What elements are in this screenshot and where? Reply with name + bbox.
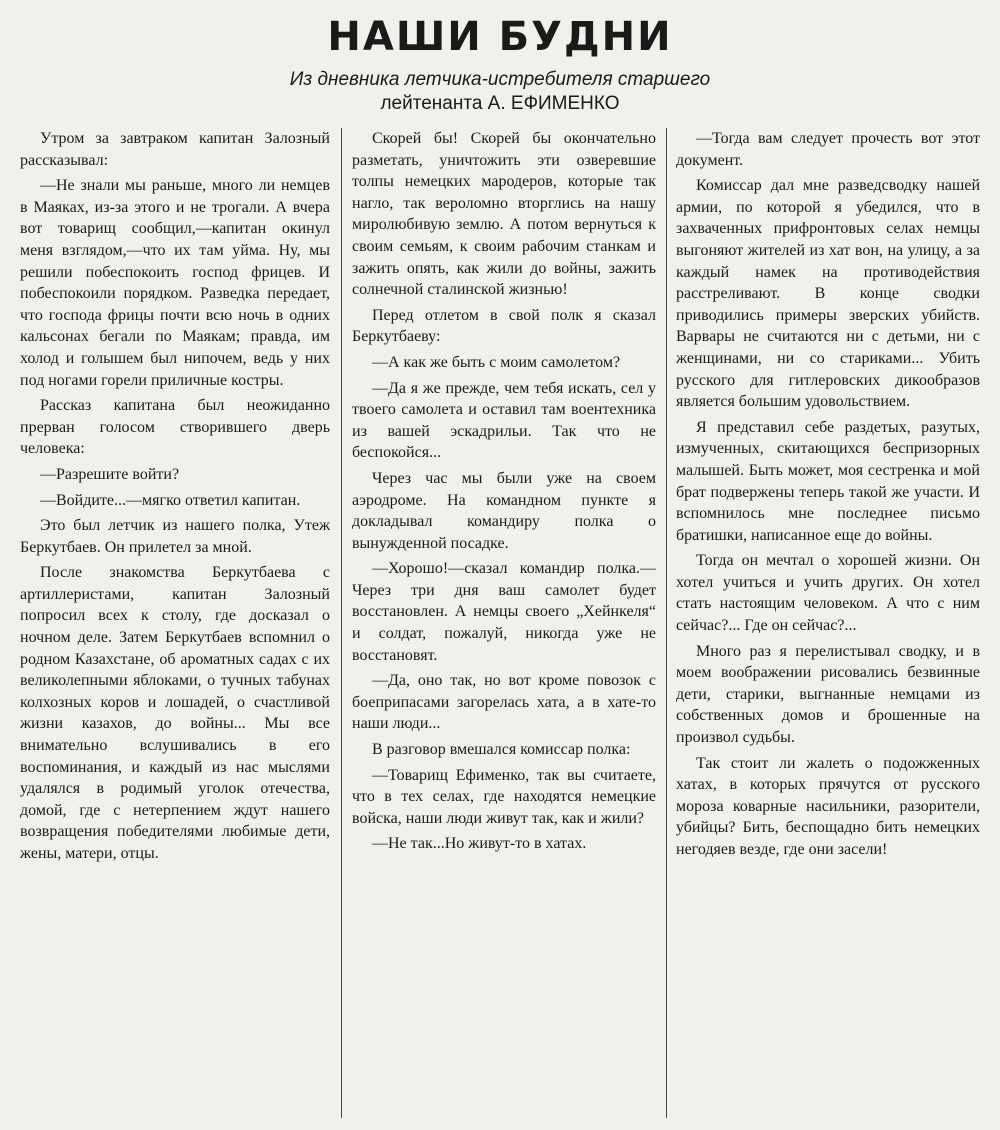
paragraph: —А как же быть с моим самолетом? [372,353,621,371]
paragraph: Много раз я перелистывал сводку, и в моем воображении рисовались безвинные дети, старики, выгнанные немцами из собственных домов и брошенные на произвол судьбы. [676,642,980,747]
paragraph: —Не так...Но живут-то в хатах. [372,835,587,853]
paragraph: Так стоит ли жалеть о подожженных хатах, в которых прячутся от русского мороза коварные насильники, разорители, убийцы? Бить, беспощадно бить немецких негодяев везде, где они засели! [676,754,980,858]
subtitle-line-1: Из дневника летчика-истребителя старшего [289,69,711,90]
paragraph: —Не знали мы раньше, много ли немцев в Маяках, из-за этого и не трогали. А вчера вот товарищ сообщил,—капитан окинул меня взглядом,—что их там уйма. Ну, мы решили побеспокоить господ фрицев. И побеспокоили порядком. Разведка передает, что господа фрицы почти всю ночь в одних кальсонах бегали по Маякам; правда, им холод и голышем был нипочем, ведь у них под ногами горели приличные костры. [20,177,330,389]
paragraph: —Да я же прежде, чем тебя искать, сел у твоего самолета и оставил там воентехника из вашей эскадрильи. Так что не беспокойся... [352,379,656,462]
paragraph: Перед отлетом в свой полк я сказал Беркутбаеву: [352,306,656,346]
column-divider-2 [666,128,667,1118]
paragraph: После знакомства Беркутбаева с артиллеристами, капитан Залозный попросил всех к столу, где досказал о ночном деле. Затем Беркутбаев вспомнил о родном Казахстане, об ароматных садах с их великолепными яблоками, о тучных табунах колхозных коров и лошадей, о счастливой жизни казахов, до войны... Мы все внимательно вслушивались в его воспоминания, и каждый из нас мыслями удалялся в родимый уголок отечества, домой, где с нетерпением ждут нашего возвращения победителями любимые дети, жены, матери, отцы. [20,564,330,862]
article-column-3 [676,128,980,865]
paragraph: Комиссар дал мне разведсводку нашей армии, по которой я убедился, что в захваченных прифронтовых селах немцы выгоняют жителей из хат вон, на улицу, а за каждый намек на противодействия расстреливают. В конце сводки приводились примеры зверских убийств. Варвары не считаются ни с детьми, ни с женщинами, ни со стариками... Убить русского для гитлеровских дикообразов является большим удовольствием. [676,177,980,411]
paragraph: Через час мы были уже на своем аэродроме. На командном пункте я докладывал командиру полка о вынужденной посадке. [352,469,656,552]
subtitle-line-2: лейтенанта А. ЕФИМЕНКО [380,93,620,114]
article-column-2 [352,128,656,859]
paragraph: —Хорошо!—сказал командир полка.—Через три дня ваш самолет будет восстановлен. А немцы своего „Хейнкеля“ и солдат, пожалуй, никогда уже не восстановят. [352,560,656,664]
paragraph: —Разрешите войти? [40,465,180,483]
paragraph: —Да, оно так, но вот кроме повозок с боеприпасами загорелась хата, а в хате-то наши люди... [352,672,656,733]
paragraph: Рассказ капитана был неожиданно прерван голосом створившего дверь человека: [20,397,330,458]
paragraph: —Войдите...—мягко ответил капитан. [40,491,301,509]
paragraph: В разговор вмешался комиссар полка: [372,741,631,759]
paragraph: Я представил себе раздетых, разутых, измученных, скитающихся беспризорных малышей. Быть может, моя сестренка и мой брат подвержены теперь такой же участи. И вспомнилось мне последнее письмо братишки, написанное еще до войны. [676,418,980,544]
paragraph: —Тогда вам следует прочесть вот этот документ. [676,130,980,169]
paragraph: Тогда он мечтал о хорошей жизни. Он хотел учиться и учить других. Он хотел стать настоящим человеком. А что с ним сейчас?... Где он сейчас?... [676,552,980,635]
paragraph: Скорей бы! Скорей бы окончательно разметать, уничтожить эти озверевшие толпы немецких мародеров, которые так нагло, так вероломно вторглись на нашу миролюбивую землю. А потом вернуться к своим семьям, к своим рабочим станкам и зажить опять, как жили до войны, зажить солнечной сталинской жизнью! [352,130,656,299]
paragraph: Утром за завтраком капитан Залозный рассказывал: [20,130,330,169]
paragraph: —Товарищ Ефименко, так вы считаете, что в тех селах, где находятся немецкие войска, наши люди живут так, как и жили? [352,766,656,827]
column-divider-1 [341,128,342,1118]
paragraph: Это был летчик из нашего полка, Утеж Беркутбаев. Он прилетел за мной. [20,517,330,556]
article-subtitle [0,68,1000,116]
article-title: НАШИ БУДНИ [327,14,673,60]
article-column-1 [20,128,330,869]
